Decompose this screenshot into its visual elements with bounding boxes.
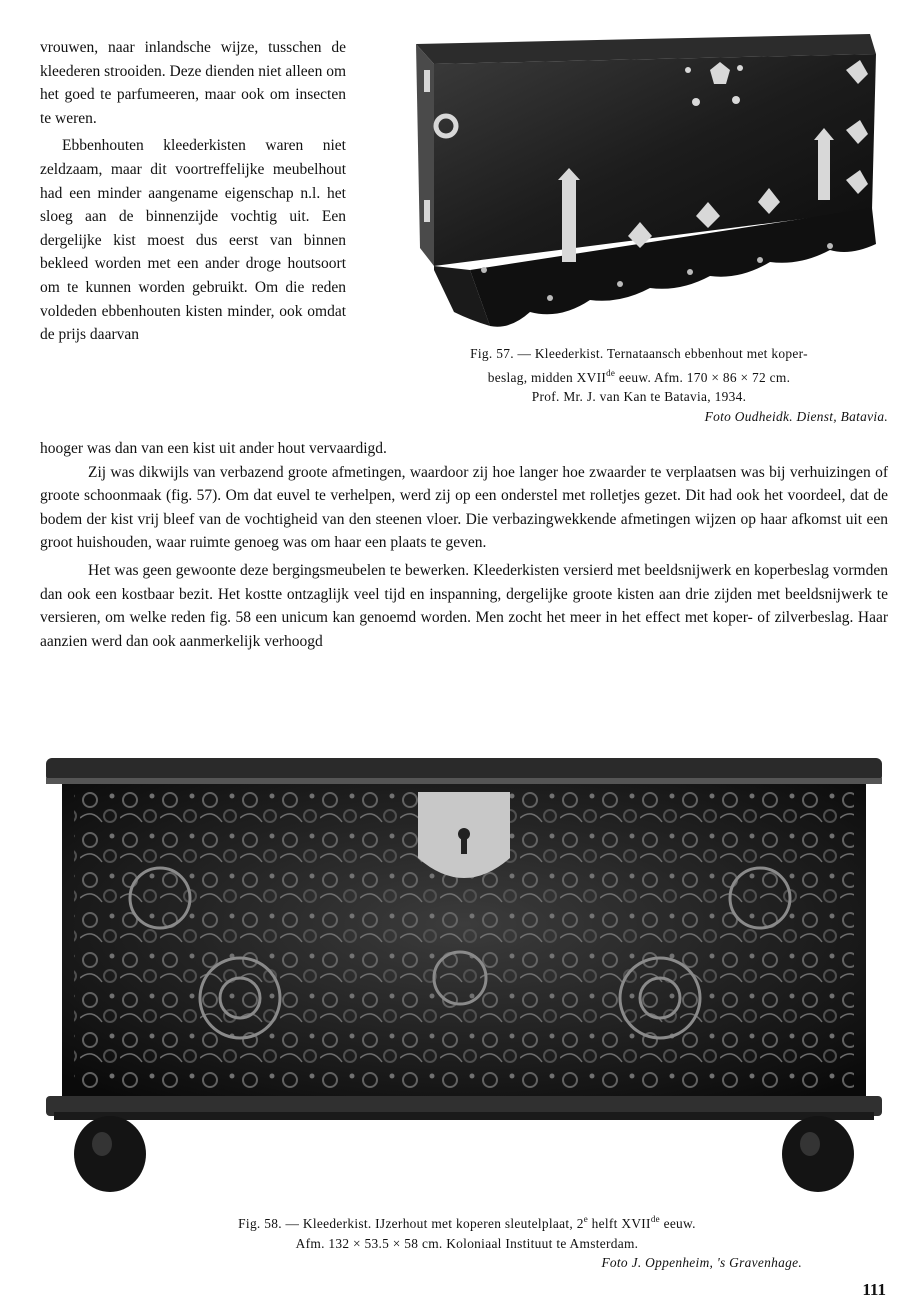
paragraph-4: Het was geen gewoonte deze bergingsmeubelen te bewerken. Kleederkisten versierd met beeldsnijwerk en koperbeslag vormden dan ook een kostbaar bezit. Het kostte ontzaglijk veel tijd en inspanning, dergelijke groote kisten aan drie zijden met beeldsnijwerk te versieren, om welke reden fig. 58 een unicum kan genoemd worden. Men zocht het meer in het effect met koper- of zilverbeslag. Haar aanzien werd dan ook aanmerkelijk verhoogd <box>40 561 888 650</box>
fig58-caption-line1: Fig. 58. — Kleederkist. IJzerhout met koperen sleutelplaat, 2e helft XVIIde eeuw. <box>238 1214 696 1231</box>
fig57-caption-line1: Fig. 57. — Kleederkist. Ternataansch ebbenhout met koper- <box>470 346 808 361</box>
paragraph-3: Zij was dikwijls van verbazend groote afmetingen, waardoor zij hoe langer hoe zwaarder te verplaatsen was bij verhuizingen of groote schoonmaak (fig. 57). Om dat euvel te verhelpen, werd zij op een onderstel met rolletjes gezet. Dit had ook het voordeel, dat de bodem der kist vrij bleef van de vochtigheid van den steenen vloer. Die verbazingwekkende afmetingen wijzen op haar afkomst uit een groot huishouden, waar ruimte genoeg was om haar een plaats te geven. <box>40 463 888 552</box>
keyhole-plate <box>418 792 510 878</box>
fig57-caption <box>390 344 888 426</box>
fig57-photo-credit: Foto Oudheidk. Dienst, Batavia. <box>704 408 888 424</box>
paragraph-1: vrouwen, naar inlandsche wijze, tusschen de kleederen strooiden. Deze dienden niet alleen om het goed te parfumeeren, maar ook om insecten te weren. <box>40 39 346 127</box>
fig58-caption-line2: Afm. 132 × 53.5 × 58 cm. Koloniaal Instituut te Amsterdam. <box>295 1235 639 1251</box>
fig57-caption-line2: beslag, midden XVIIde eeuw. Afm. 170 × 86 × 72 cm. <box>487 367 791 385</box>
fig57-photo <box>410 30 882 338</box>
body-text <box>40 437 888 653</box>
page-number: 111 <box>862 1280 886 1299</box>
fig58-photo-credit: Foto J. Oppenheim, 's Gravenhage. <box>601 1255 802 1270</box>
column-text <box>40 36 346 347</box>
fig58-caption <box>132 1210 802 1273</box>
paragraph-2-end: hooger was dan van een kist uit ander hout vervaardigd. <box>40 440 387 457</box>
fig58-photo <box>40 748 888 1200</box>
paragraph-2: Ebbenhouten kleederkisten waren niet zeldzaam, maar dit voortreffelijke meubelhout had een minder aangename eigenschap n.l. het sloeg aan de binnenzijde vochtig uit. Een dergelijke kist moest dus eerst van binnen bekleed worden met een ander droge houtsoort om te kunnen worden gebruikt. Om die reden voldeden ebbenhouten kisten minder, ook omdat de prijs daarvan <box>40 137 346 344</box>
fig57-caption-line3: Prof. Mr. J. van Kan te Batavia, 1934. <box>531 389 747 404</box>
